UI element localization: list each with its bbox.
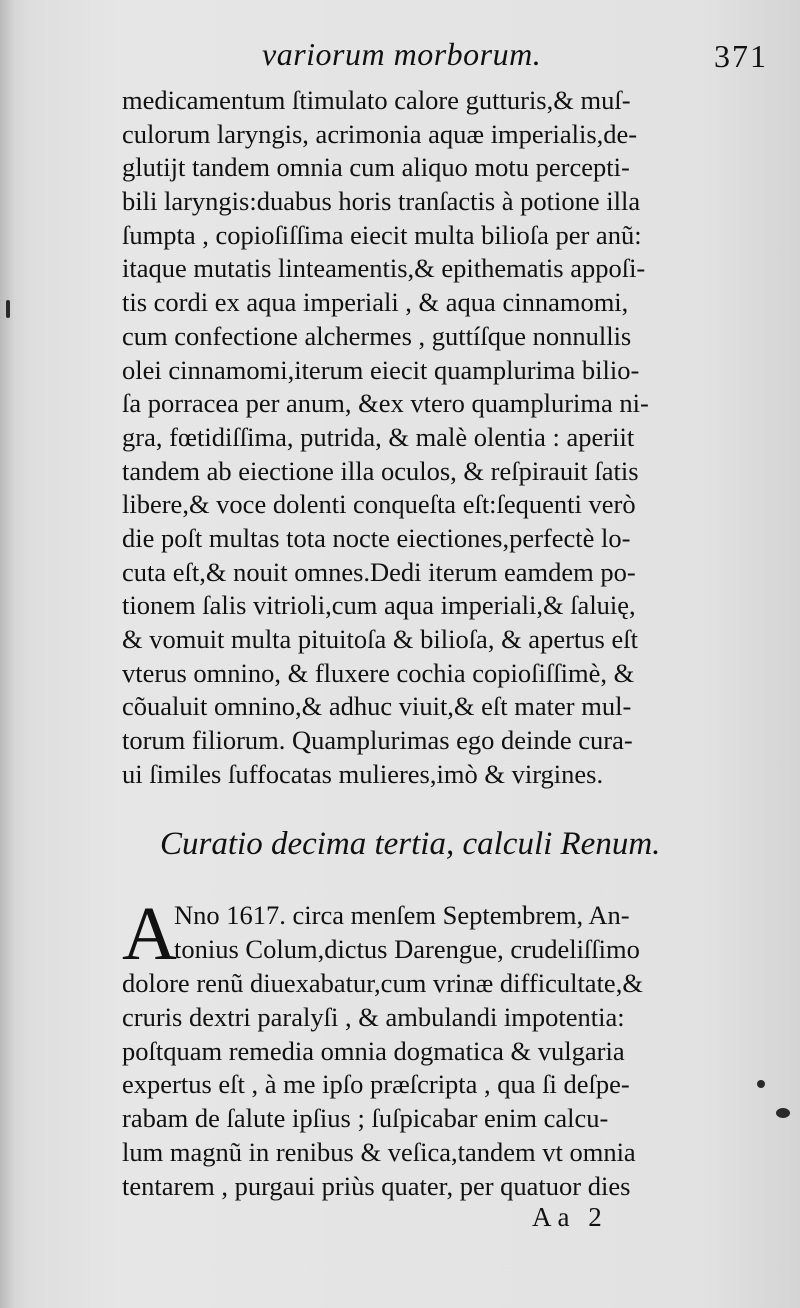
text-line: itaque mutatis linteamentis,& epithematis appoſi-: [122, 253, 646, 284]
drop-cap: A: [122, 892, 177, 976]
text-line: glutijt tandem omnia cum aliquo motu percepti-: [122, 152, 630, 183]
text-line: cruris dextri paralyſi , & ambulandi impotentia:: [122, 1002, 625, 1033]
text-line: cum confectione alchermes , guttíſque nonnullis: [122, 320, 632, 351]
text-line: lum magnũ in renibus & veſica,tandem vt omnia: [122, 1136, 636, 1167]
text-line: tis cordi ex aqua imperiali , & aqua cinnamomi,: [122, 287, 629, 318]
ink-spot: [757, 1080, 765, 1088]
text-line: bili laryngis:duabus horis tranſactis à potione illa: [122, 186, 641, 217]
text-line: cõualuit omnino,& adhuc viuit,& eſt mater mul-: [122, 691, 632, 722]
text-line: gra, fœtidiſſima, putrida, & malè olentia : aperiit: [122, 421, 635, 452]
page-gutter-shadow: [0, 0, 14, 1308]
text-line: expertus eſt , à me ipſo præſcripta , qua ſi deſpe-: [122, 1069, 630, 1100]
text-line: dolore renũ diuexabatur,cum vrinæ difficultate,&: [122, 968, 643, 999]
ink-spot: [776, 1108, 790, 1118]
text-line: ui ſimiles ſuffocatas mulieres,imò & virgines.: [122, 758, 604, 789]
text-line: tentarem , purgaui priùs quater, per quatuor dies: [122, 1170, 631, 1201]
text-line: cuta eſt,& nouit omnes.Dedi iterum eamdem po-: [122, 556, 636, 587]
text-line: die poſt multas tota nocte eiectiones,perfectè lo-: [122, 522, 631, 553]
text-line: olei cinnamomi,iterum eiecit quamplurima bilio-: [122, 354, 640, 385]
body-text-block: [122, 84, 742, 791]
text-line: tionem ſalis vitrioli,cum aqua imperiali,& ſaluię,: [122, 590, 636, 621]
text-line: poſtquam remedia omnia dogmatica & vulgaria: [122, 1035, 625, 1066]
text-line: torum filiorum. Quamplurimas ego deinde cura-: [122, 725, 633, 756]
text-line: ſumpta , copioſiſſima eiecit multa bilioſa per anũ:: [122, 219, 642, 250]
text-line: libere,& voce dolenti conqueſta eſt:ſequenti verò: [122, 489, 636, 520]
ink-spot: [6, 300, 10, 318]
text-line: vterus omnino, & fluxere cochia copioſiſſimè, &: [122, 657, 635, 688]
section-text-block: [122, 892, 742, 1202]
running-head-title: variorum morborum.: [262, 36, 542, 72]
text-line: tonius Colum,dictus Darengue, crudeliſſimo: [174, 934, 640, 965]
section-heading: Curatio decima tertia, calculi Renum.: [160, 826, 661, 862]
page-number: 371: [714, 38, 768, 74]
text-line: medicamentum ſtimulato calore gutturis,& muſ-: [122, 85, 631, 115]
running-head: [120, 36, 768, 86]
text-line: rabam de ſalute ipſius ; ſuſpicabar enim calcu-: [122, 1103, 609, 1134]
text-line: culorum laryngis, acrimonia aquæ imperialis,de-: [122, 118, 638, 149]
text-line: tandem ab eiectione illa oculos, & reſpirauit ſatis: [122, 455, 639, 486]
signature-catchword: Aa 2: [532, 1202, 608, 1232]
text-line: Nno 1617. circa menſem Septembrem, An-: [174, 900, 630, 930]
text-line: ſa porracea per anum, &ex vtero quamplurima ni-: [122, 388, 649, 419]
text-line: & vomuit multa pituitoſa & bilioſa, & apertus eſt: [122, 624, 638, 654]
